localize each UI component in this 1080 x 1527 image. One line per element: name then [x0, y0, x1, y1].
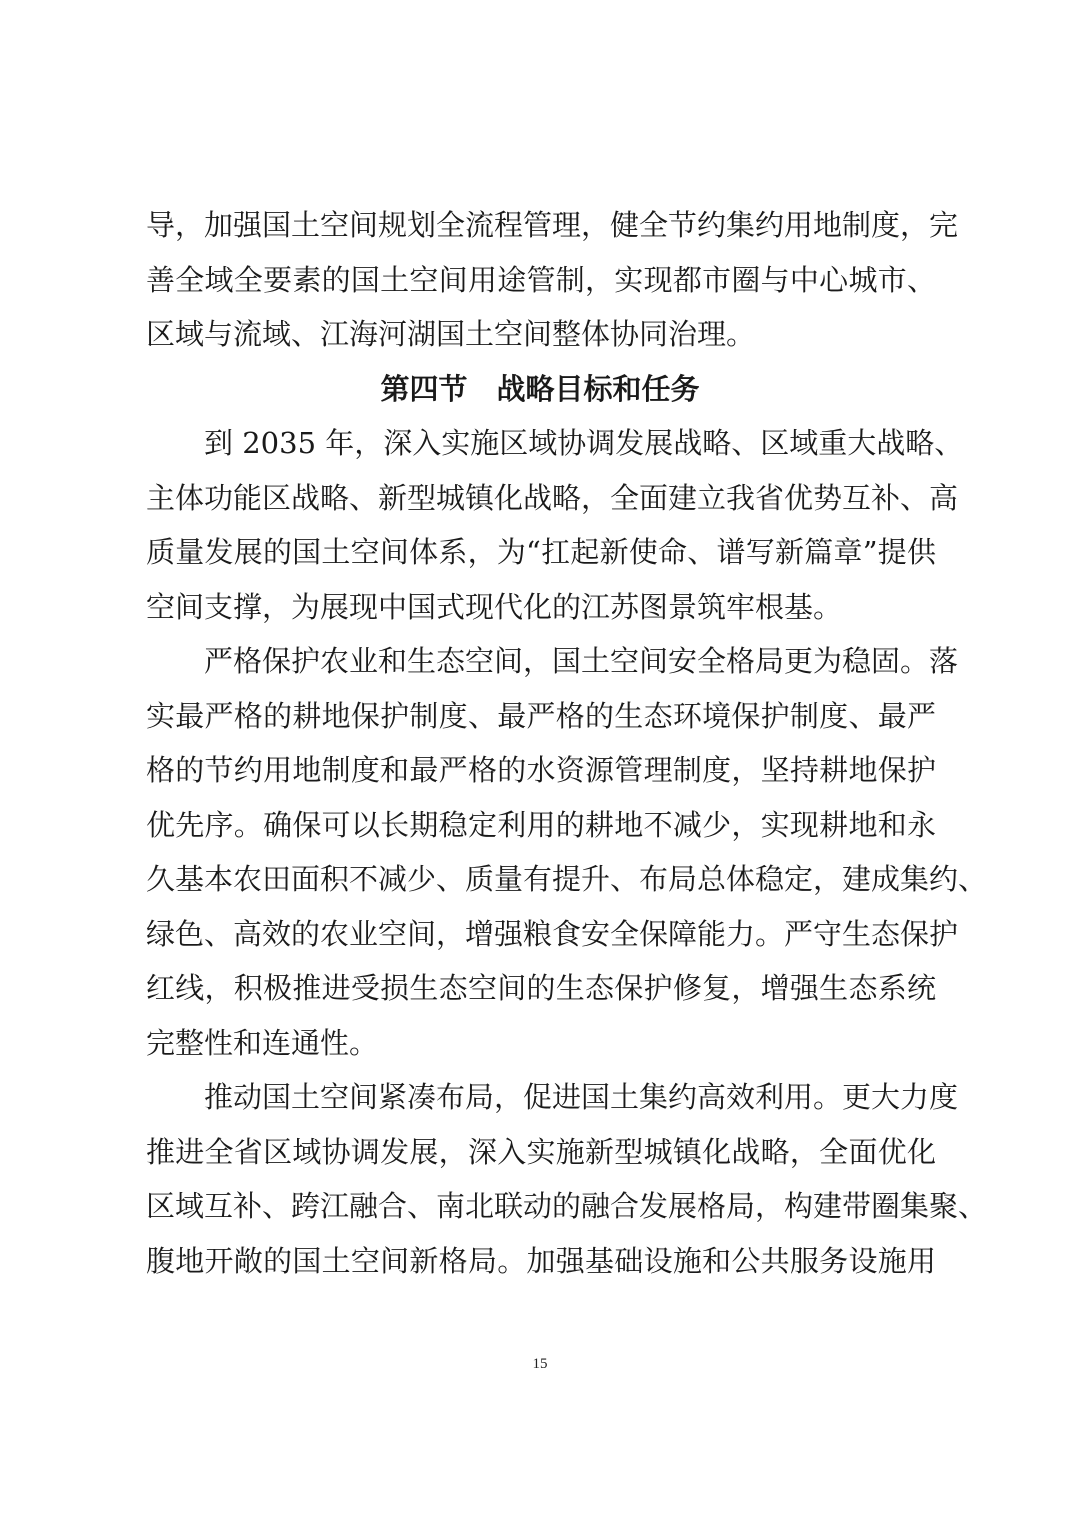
- text-line: 久基本农田面积不减少、质量有提升、布局总体稳定，建成集约、: [146, 862, 988, 896]
- text-line: 空间支撑，为展现中国式现代化的江苏图景筑牢根基。: [146, 589, 843, 624]
- text-line: 格的节约用地制度和最严格的水资源管理制度，坚持耕地保护: [146, 753, 936, 787]
- paragraph-lead: 严格保护农业和生态空间，国土空间安全格局更为稳固。: [204, 644, 930, 678]
- page-number: 15: [532, 1356, 548, 1372]
- text-line: 腹地开敞的国土空间新格局。加强基础设施和公共服务设施用: [146, 1243, 936, 1278]
- paragraph-goal: [146, 416, 964, 634]
- text-run: 更大力度: [842, 1080, 959, 1114]
- text-line: 导，加强国土空间规划全流程管理，健全节约集约用地制度，完: [146, 208, 959, 242]
- paragraph-compact: [146, 1070, 988, 1288]
- text-line: 区域与流域、江海河湖国土空间整体协同治理。: [146, 317, 756, 351]
- text-line: 区域互补、跨江融合、南北联动的融合发展格局，构建带圈集聚、: [146, 1189, 988, 1223]
- paragraph-carry: [146, 198, 959, 362]
- text-line: 质量发展的国土空间体系，为“扛起新使命、谱写新篇章”提供: [146, 535, 936, 569]
- text-line: 红线，积极推进受损生态空间的生态保护修复，增强生态系统: [146, 971, 936, 1005]
- text-line: 善全域全要素的国土空间用途管制，实现都市圈与中心城市、: [146, 262, 936, 297]
- text-run: 落: [929, 644, 959, 678]
- text-line: 到 2035 年，深入实施区域协调发展战略、区域重大战略、: [204, 426, 964, 460]
- section-heading: 第四节 战略目标和任务: [380, 371, 700, 406]
- text-line: [146, 634, 959, 689]
- paragraph-lead: 推动国土空间紧凑布局，促进国土集约高效利用。: [204, 1080, 843, 1114]
- text-line: 主体功能区战略、新型城镇化战略，全面建立我省优势互补、高: [146, 480, 959, 515]
- text-line: 优先序。确保可以长期稳定利用的耕地不减少，实现耕地和永: [146, 807, 936, 842]
- text-line: 完整性和连通性。: [146, 1025, 379, 1060]
- text-line: 绿色、高效的农业空间，增强粮食安全保障能力。严守生态保护: [146, 916, 959, 951]
- body-text: [146, 198, 988, 1288]
- text-line: 实最严格的耕地保护制度、最严格的生态环境保护制度、最严: [146, 698, 936, 733]
- text-line: 推进全省区域协调发展，深入实施新型城镇化战略，全面优化: [146, 1134, 936, 1169]
- paragraph-protect: [146, 634, 988, 1070]
- text-line: [146, 1070, 959, 1125]
